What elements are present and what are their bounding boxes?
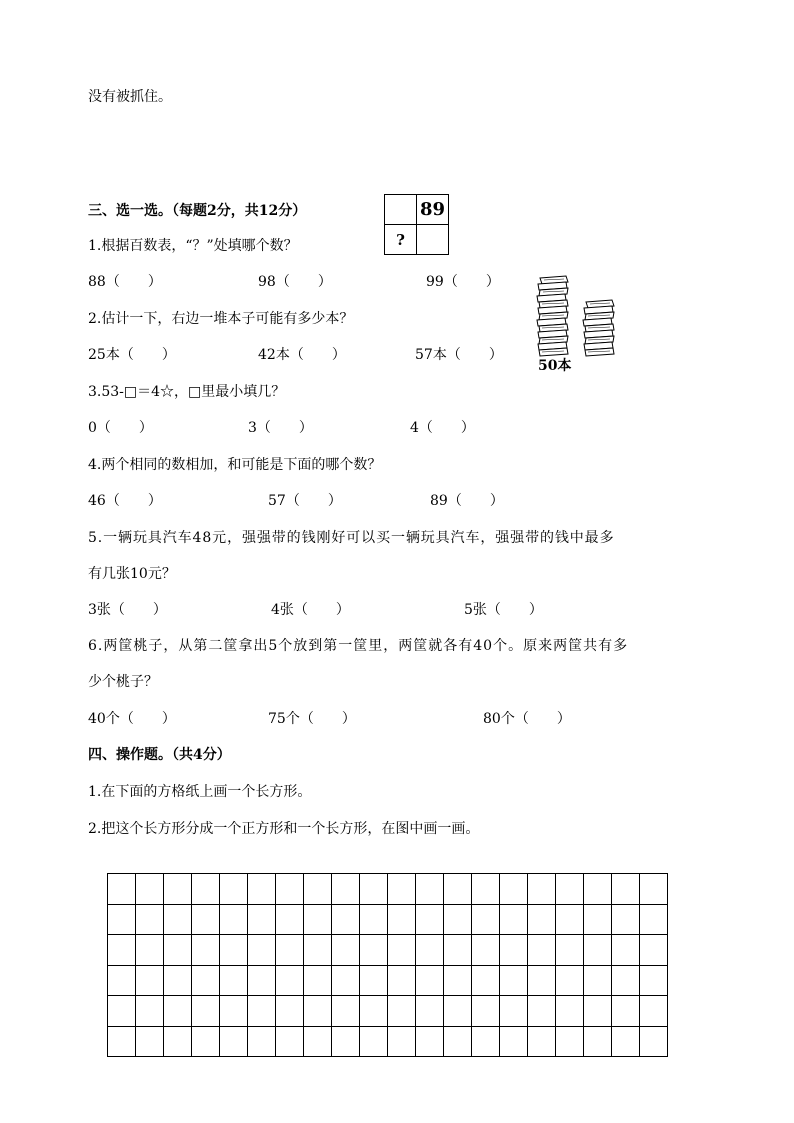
- grid-cell[interactable]: [528, 904, 556, 935]
- grid-cell[interactable]: [472, 935, 500, 966]
- grid-cell[interactable]: [584, 996, 612, 1027]
- grid-cell[interactable]: [612, 996, 640, 1027]
- grid-cell[interactable]: [220, 965, 248, 996]
- grid-cell[interactable]: [472, 965, 500, 996]
- grid-cell[interactable]: [164, 904, 192, 935]
- q2-option-b[interactable]: 42本（ ）: [258, 347, 346, 363]
- grid-cell[interactable]: [640, 1026, 668, 1057]
- question-5-line1: 5.一辆玩具汽车48元，强强带的钱刚好可以买一辆玩具汽车，强强带的钱中最多: [88, 530, 615, 546]
- grid-cell[interactable]: [556, 935, 584, 966]
- grid-cell[interactable]: [108, 904, 136, 935]
- grid-cell[interactable]: [388, 965, 416, 996]
- grid-cell[interactable]: [108, 965, 136, 996]
- question-3: 3.53-□＝4☆，□里最小填几？: [88, 384, 286, 400]
- question-6-line2: 少个桃子？: [88, 674, 158, 690]
- grid-cell[interactable]: [360, 874, 388, 905]
- book-stack-50-icon: [537, 276, 568, 356]
- grid-cell[interactable]: [444, 904, 472, 935]
- grid-cell[interactable]: [640, 935, 668, 966]
- grid-cell[interactable]: [528, 996, 556, 1027]
- grid-cell[interactable]: [528, 965, 556, 996]
- grid-cell[interactable]: [108, 996, 136, 1027]
- grid-cell[interactable]: [528, 1026, 556, 1057]
- grid-cell[interactable]: [612, 935, 640, 966]
- chart-cell-value: 89: [417, 195, 449, 225]
- grid-cell[interactable]: [388, 935, 416, 966]
- grid-cell[interactable]: [500, 935, 528, 966]
- grid-cell[interactable]: [248, 904, 276, 935]
- q4-option-a[interactable]: 46（ ）: [88, 493, 162, 509]
- section3-heading: 三、选一选。（每题2分，共12分）: [88, 203, 307, 219]
- grid-cell[interactable]: [472, 1026, 500, 1057]
- grid-cell[interactable]: [304, 1026, 332, 1057]
- grid-cell[interactable]: [528, 874, 556, 905]
- grid-cell[interactable]: [304, 874, 332, 905]
- grid-cell[interactable]: [304, 965, 332, 996]
- grid-cell[interactable]: [612, 1026, 640, 1057]
- grid-cell[interactable]: [388, 874, 416, 905]
- grid-cell[interactable]: [164, 996, 192, 1027]
- grid-cell[interactable]: [220, 1026, 248, 1057]
- grid-cell[interactable]: [220, 996, 248, 1027]
- q1-option-a[interactable]: 88（ ）: [88, 274, 162, 290]
- grid-cell[interactable]: [360, 1026, 388, 1057]
- grid-cell[interactable]: [304, 904, 332, 935]
- grid-cell[interactable]: [192, 965, 220, 996]
- grid-cell[interactable]: [248, 874, 276, 905]
- q5-option-b[interactable]: 4张（ ）: [271, 602, 350, 618]
- grid-cell[interactable]: [136, 1026, 164, 1057]
- grid-cell[interactable]: [304, 935, 332, 966]
- grid-cell[interactable]: [192, 1026, 220, 1057]
- grid-cell[interactable]: [528, 935, 556, 966]
- grid-cell[interactable]: [640, 874, 668, 905]
- q6-option-b[interactable]: 75个（ ）: [268, 711, 356, 727]
- grid-cell[interactable]: [388, 904, 416, 935]
- grid-cell[interactable]: [220, 935, 248, 966]
- chart-cell-empty: [417, 225, 449, 255]
- grid-cell[interactable]: [192, 996, 220, 1027]
- grid-cell[interactable]: [556, 874, 584, 905]
- grid-row: [108, 935, 668, 966]
- grid-cell[interactable]: [304, 996, 332, 1027]
- grid-cell[interactable]: [248, 1026, 276, 1057]
- grid-cell[interactable]: [192, 874, 220, 905]
- grid-cell[interactable]: [276, 1026, 304, 1057]
- grid-row: [108, 874, 668, 905]
- section4-item-1: 1.在下面的方格纸上画一个长方形。: [88, 784, 312, 800]
- grid-cell[interactable]: [136, 996, 164, 1027]
- grid-cell[interactable]: [108, 1026, 136, 1057]
- grid-cell[interactable]: [416, 935, 444, 966]
- q3-option-b[interactable]: 3（ ）: [248, 420, 313, 436]
- grid-cell[interactable]: [444, 965, 472, 996]
- q3-option-c[interactable]: 4（ ）: [410, 420, 475, 436]
- q1-option-b[interactable]: 98（ ）: [258, 274, 332, 290]
- grid-cell[interactable]: [192, 904, 220, 935]
- grid-cell[interactable]: [640, 965, 668, 996]
- question-1: 1.根据百数表，“？”处填哪个数？: [88, 238, 298, 254]
- grid-row: [108, 1026, 668, 1057]
- grid-cell[interactable]: [332, 1026, 360, 1057]
- grid-cell[interactable]: [136, 965, 164, 996]
- q6-option-a[interactable]: 40个（ ）: [88, 711, 176, 727]
- grid-cell[interactable]: [444, 996, 472, 1027]
- grid-cell[interactable]: [388, 1026, 416, 1057]
- grid-cell[interactable]: [584, 874, 612, 905]
- grid-cell[interactable]: [472, 904, 500, 935]
- grid-cell[interactable]: [192, 935, 220, 966]
- drawing-grid[interactable]: [107, 873, 668, 1057]
- grid-cell[interactable]: [164, 965, 192, 996]
- grid-cell[interactable]: [500, 965, 528, 996]
- grid-cell[interactable]: [332, 874, 360, 905]
- grid-cell[interactable]: [360, 996, 388, 1027]
- chart-cell-question: ?: [385, 225, 417, 255]
- question-4: 4.两个相同的数相加，和可能是下面的哪个数？: [88, 457, 382, 473]
- grid-cell[interactable]: [248, 965, 276, 996]
- grid-cell[interactable]: [500, 874, 528, 905]
- q2-option-a[interactable]: 25本（ ）: [88, 347, 176, 363]
- grid-cell[interactable]: [556, 904, 584, 935]
- question-2: 2.估计一下，右边一堆本子可能有多少本？: [88, 311, 354, 327]
- section4-item-2: 2.把这个长方形分成一个正方形和一个长方形，在图中画一画。: [88, 821, 480, 837]
- grid-cell[interactable]: [416, 1026, 444, 1057]
- grid-cell[interactable]: [416, 996, 444, 1027]
- section4-heading: 四、操作题。（共4分）: [88, 747, 231, 763]
- grid-cell[interactable]: [500, 904, 528, 935]
- grid-cell[interactable]: [556, 1026, 584, 1057]
- grid-cell[interactable]: [640, 996, 668, 1027]
- q6-option-c[interactable]: 80个（ ）: [483, 711, 571, 727]
- grid-row: [108, 904, 668, 935]
- grid-cell[interactable]: [612, 965, 640, 996]
- grid-cell[interactable]: [108, 874, 136, 905]
- question-6-line1: 6.两筐桃子，从第二筐拿出5个放到第一筐里，两筐就各有40个。原来两筐共有多: [88, 638, 629, 654]
- grid-cell[interactable]: [332, 935, 360, 966]
- grid-cell[interactable]: [248, 935, 276, 966]
- q2-option-c[interactable]: 57本（ ）: [415, 347, 503, 363]
- q4-option-c[interactable]: 89（ ）: [430, 493, 504, 509]
- grid-cell[interactable]: [640, 904, 668, 935]
- grid-row: [108, 965, 668, 996]
- grid-cell[interactable]: [416, 965, 444, 996]
- grid-cell[interactable]: [332, 904, 360, 935]
- grid-cell[interactable]: [472, 874, 500, 905]
- grid-row: [108, 996, 668, 1027]
- grid-cell[interactable]: [136, 904, 164, 935]
- grid-cell[interactable]: [164, 935, 192, 966]
- grid-cell[interactable]: [332, 965, 360, 996]
- grid-cell[interactable]: [500, 996, 528, 1027]
- grid-cell[interactable]: [612, 904, 640, 935]
- grid-cell[interactable]: [248, 996, 276, 1027]
- grid-cell[interactable]: [444, 874, 472, 905]
- grid-cell[interactable]: [164, 1026, 192, 1057]
- hundred-chart-fragment: [384, 194, 449, 255]
- grid-cell[interactable]: [276, 965, 304, 996]
- book-stack-unknown-icon: [583, 300, 614, 356]
- grid-cell[interactable]: [556, 965, 584, 996]
- grid-cell[interactable]: [360, 965, 388, 996]
- grid-cell[interactable]: [276, 904, 304, 935]
- grid-cell[interactable]: [360, 904, 388, 935]
- grid-cell[interactable]: [332, 996, 360, 1027]
- q5-option-a[interactable]: 3张（ ）: [88, 602, 167, 618]
- question-5-line2: 有几张10元？: [88, 566, 176, 582]
- q1-option-c[interactable]: 99（ ）: [426, 274, 500, 290]
- q4-option-b[interactable]: 57（ ）: [268, 493, 342, 509]
- grid-cell[interactable]: [136, 874, 164, 905]
- grid-cell[interactable]: [388, 996, 416, 1027]
- grid-cell[interactable]: [416, 904, 444, 935]
- grid-cell[interactable]: [220, 904, 248, 935]
- grid-cell[interactable]: [108, 935, 136, 966]
- books-caption: 50本: [538, 358, 572, 374]
- grid-cell[interactable]: [612, 874, 640, 905]
- grid-cell[interactable]: [556, 996, 584, 1027]
- grid-cell[interactable]: [584, 935, 612, 966]
- grid-cell[interactable]: [276, 935, 304, 966]
- grid-paper[interactable]: [107, 873, 668, 1057]
- grid-cell[interactable]: [276, 996, 304, 1027]
- grid-cell[interactable]: [136, 935, 164, 966]
- grid-cell[interactable]: [584, 904, 612, 935]
- q5-option-c[interactable]: 5张（ ）: [464, 602, 543, 618]
- grid-cell[interactable]: [584, 965, 612, 996]
- grid-cell[interactable]: [500, 1026, 528, 1057]
- q3-option-a[interactable]: 0（ ）: [88, 420, 153, 436]
- grid-cell[interactable]: [584, 1026, 612, 1057]
- grid-cell[interactable]: [360, 935, 388, 966]
- chart-cell-empty: [385, 195, 417, 225]
- grid-cell[interactable]: [416, 874, 444, 905]
- grid-cell[interactable]: [276, 874, 304, 905]
- grid-cell[interactable]: [472, 996, 500, 1027]
- grid-cell[interactable]: [164, 874, 192, 905]
- intro-tail: 没有被抓住。: [88, 89, 172, 105]
- grid-cell[interactable]: [444, 935, 472, 966]
- grid-cell[interactable]: [444, 1026, 472, 1057]
- grid-cell[interactable]: [220, 874, 248, 905]
